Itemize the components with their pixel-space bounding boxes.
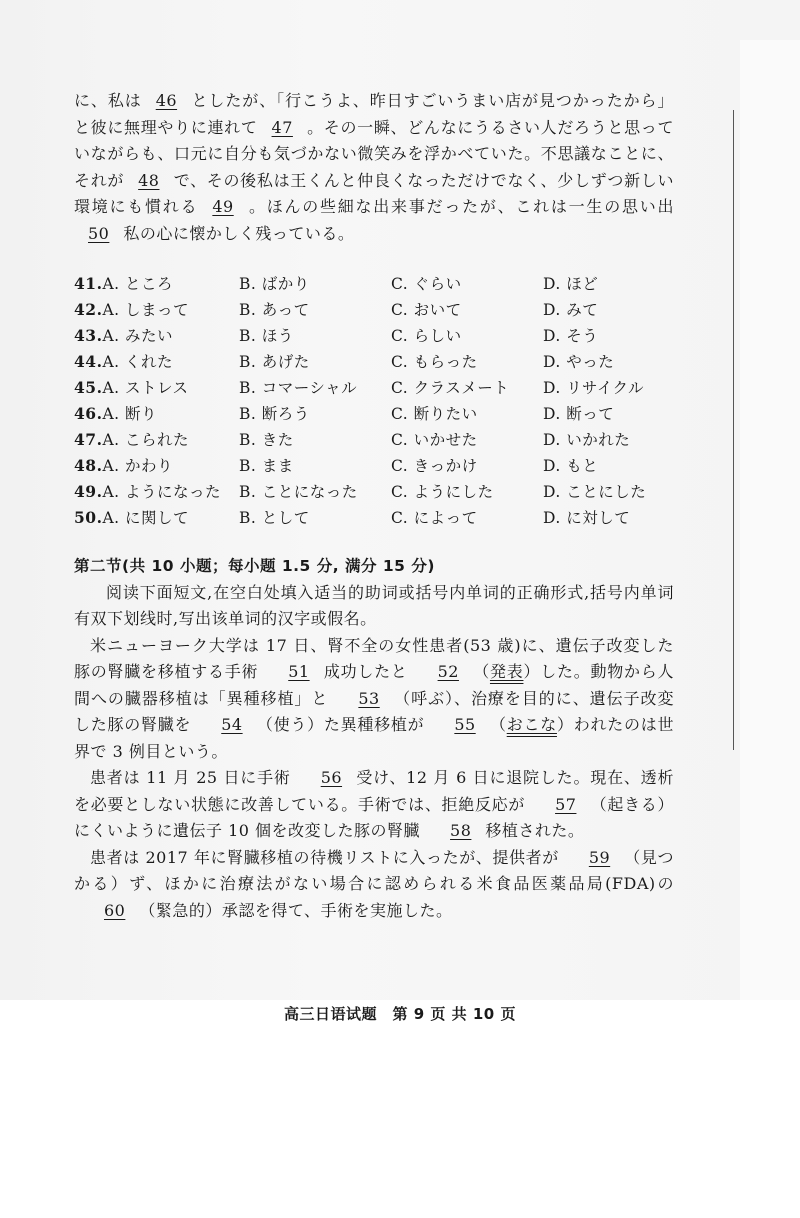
exam-content: [74, 88, 674, 924]
question-number: 46.: [74, 404, 103, 423]
question-number: 44.: [74, 352, 103, 371]
passage-text: 患者は 2017 年に腎臓移植の待機リストに入ったが、提供者が: [90, 847, 559, 867]
blank-48: 48: [138, 170, 160, 190]
blank-47: 47: [271, 117, 293, 137]
passage-text: 成功したと: [323, 662, 408, 681]
passage-text: （緊急的）承認を得て、手術を実施した。: [139, 900, 453, 920]
option-text: A. に関して: [102, 509, 190, 527]
option-c: C. ようにした: [391, 483, 494, 501]
option-b: B. きた: [239, 431, 294, 449]
option-text: A. ところ: [102, 275, 174, 293]
passage-paragraph-3: [74, 845, 674, 925]
option-d: D. そう: [543, 327, 599, 345]
blank-49: 49: [212, 197, 234, 216]
option-c: C. きっかけ: [391, 457, 478, 475]
question-number: 43.: [74, 326, 103, 345]
option-a: [74, 323, 239, 349]
option-b: B. ばかり: [239, 275, 310, 293]
blank-51: 51: [288, 662, 310, 681]
double-underlined-word: おこな: [506, 715, 557, 734]
passage-text: ）われたのは世界で 3 例目という。: [74, 715, 674, 761]
option-d: D. いかれた: [543, 431, 631, 449]
option-text: A. かわり: [102, 457, 174, 475]
option-a: [74, 297, 239, 323]
option-text: A. ようになった: [102, 483, 222, 501]
instruction-text: 阅读下面短文,在空白处填入适当的助词或括号内单词的正确形式,括号内单词有双下划线时,写出该单词的汉字或假名。: [74, 582, 674, 628]
passage-text: 患者は 11 月 25 日に手術: [90, 768, 291, 787]
option-c: C. もらった: [391, 353, 478, 371]
option-text: A. みたい: [102, 327, 174, 345]
blank-56: 56: [320, 768, 343, 787]
option-a: [74, 349, 239, 375]
passage-text: ）した。動物から人間への臓器移植は「異種移植」と: [74, 662, 674, 708]
option-b: B. コマーシャル: [239, 379, 358, 397]
option-a: [74, 453, 239, 479]
page-footer: 高三日语试题 第 9 页 共 10 页: [284, 1005, 516, 1023]
option-c: C. おいて: [391, 301, 462, 319]
blank-59: 59: [588, 847, 611, 867]
option-b: B. まま: [239, 457, 294, 475]
question-number: 47.: [74, 430, 103, 449]
option-b: B. 断ろう: [239, 405, 310, 423]
question-number: 49.: [74, 482, 103, 501]
option-b: B. ことになった: [239, 483, 358, 501]
option-d: D. に対して: [543, 509, 631, 527]
option-a: [74, 375, 239, 401]
question-number: 41.: [74, 274, 103, 293]
option-b: B. として: [239, 509, 310, 527]
option-c: C. らしい: [391, 327, 462, 345]
passage-text: （見つかる）ず、ほかに治療法がない場合に認められる米食品医薬品局(FDA)の: [74, 847, 674, 893]
option-a: [74, 479, 239, 505]
option-d: D. リサイクル: [543, 379, 645, 397]
passage-text: （呼ぶ）、治療を目的に、遺伝子改変した豚の腎臓を: [74, 688, 674, 734]
double-underlined-word: 発表: [489, 662, 524, 681]
passage-text: 。その一瞬、どんなにうるさい人だろうと思っていながらも、口元に自分も気づかない微笑みを浮かべていた。不思議なことに、それが: [74, 117, 674, 190]
passage-text: （: [472, 662, 490, 681]
option-a: [74, 271, 239, 297]
option-text: A. こられた: [102, 431, 190, 449]
option-text: A. しまって: [102, 301, 190, 319]
blank-54: 54: [221, 715, 243, 734]
section-heading: 第二节(共 10 小题；每小题 1.5 分, 满分 15 分): [74, 557, 435, 575]
option-c: C. 断りたい: [391, 405, 478, 423]
option-text: A. 断り: [102, 405, 158, 423]
question-number: 42.: [74, 300, 103, 319]
option-c: C. いかせた: [391, 431, 478, 449]
passage-text: で、その後私は王くんと仲良くなっただけでなく、少しずつ新しい環境にも慣れる: [74, 170, 674, 216]
page-edge-shadow: [740, 40, 800, 1000]
blank-52: 52: [437, 662, 459, 681]
option-d: D. ほど: [543, 275, 599, 293]
option-c: C. クラスメート: [391, 379, 510, 397]
passage-paragraph-1: [74, 633, 674, 766]
blank-50: 50: [88, 223, 110, 243]
option-a: [74, 505, 239, 531]
passage-text: としたが、「行こうよ、昨日すごいうまい店が見つかったから」と彼に無理やりに連れて: [74, 91, 674, 137]
option-a: [74, 427, 239, 453]
blank-46: 46: [155, 91, 178, 110]
question-number: 45.: [74, 378, 103, 397]
option-text: A. くれた: [102, 353, 174, 371]
answer-options: [74, 271, 674, 531]
blank-55: 55: [454, 715, 476, 734]
option-b: B. あって: [239, 301, 310, 319]
option-d: D. ことにした: [543, 483, 647, 501]
section-instruction: [74, 580, 674, 633]
question-number: 50.: [74, 508, 103, 527]
passage-text: （使う）た異種移植が: [256, 715, 425, 734]
option-d: D. 断って: [543, 405, 615, 423]
passage-text: 。ほんの些細な出来事だったが、これは一生の思い出: [247, 197, 674, 216]
question-number: 48.: [74, 456, 103, 475]
option-d: D. みて: [543, 301, 599, 319]
option-d: D. もと: [543, 457, 599, 475]
blank-53: 53: [358, 688, 380, 708]
blank-60: 60: [104, 900, 126, 920]
passage-text: 受け、12 月 6 日に退院した。現在、透析を必要としない状態に改善している。手術では、拒絶反応が: [74, 768, 674, 814]
option-b: B. ほう: [239, 327, 294, 345]
passage-text: 移植された。: [485, 821, 585, 840]
margin-line: [733, 110, 734, 750]
option-c: C. ぐらい: [391, 275, 462, 293]
passage-paragraph-2: [74, 765, 674, 845]
passage-text: （起きる）にくいように遺伝子 10 個を改変した豚の腎臓: [74, 794, 674, 840]
passage-text: 私の心に懐かしく残っている。: [123, 223, 355, 243]
option-a: [74, 401, 239, 427]
passage-text: 米ニューヨーク大学は 17 日、腎不全の女性患者(53 歳)に、遺伝子改変した豚の腎臓を移植する手術: [74, 635, 674, 681]
option-b: B. あげた: [239, 353, 310, 371]
passage-text: に、私は: [74, 91, 142, 110]
option-c: C. によって: [391, 509, 478, 527]
option-d: D. やった: [543, 353, 615, 371]
passage-text: （: [489, 715, 507, 734]
passage-continuation: [74, 88, 674, 247]
option-text: A. ストレス: [102, 379, 189, 397]
blank-58: 58: [450, 821, 472, 840]
blank-57: 57: [555, 794, 577, 814]
